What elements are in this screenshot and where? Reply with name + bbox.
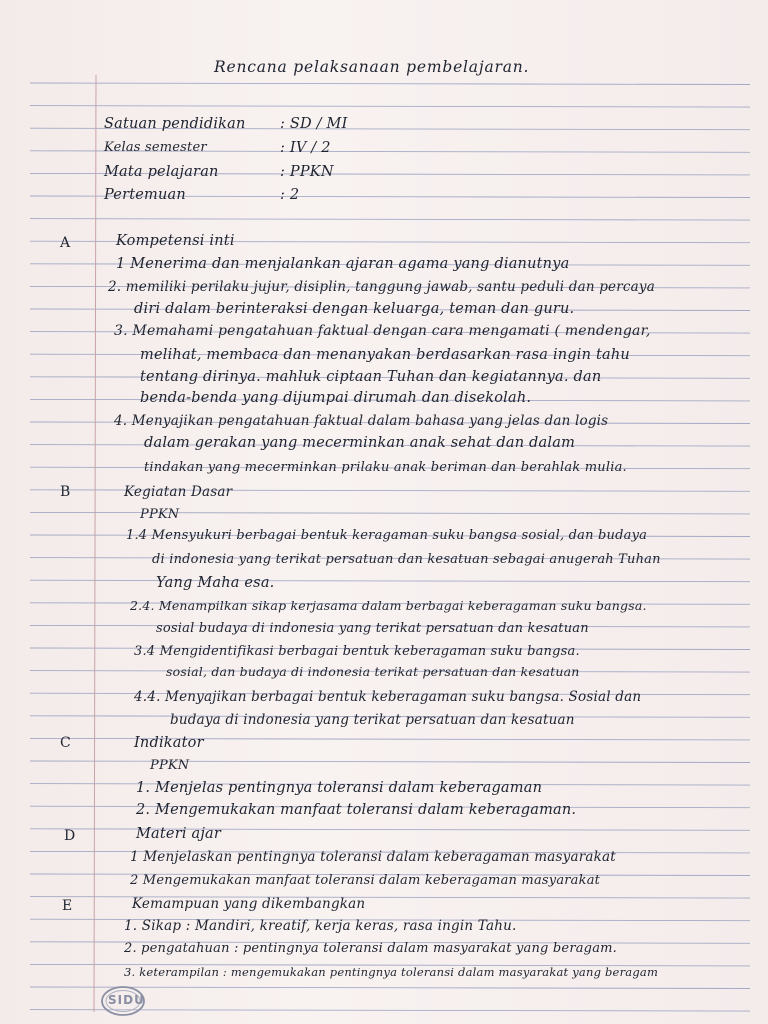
section-c-heading: Indikator bbox=[134, 735, 204, 751]
section-d-line: 2 Mengemukakan manfaat toleransi dalam keberagaman masyarakat bbox=[130, 873, 601, 888]
section-b-line: Yang Maha esa. bbox=[156, 575, 275, 591]
section-b-line: 4.4. Menyajikan berbagai bentuk keberagaman suku bangsa. Sosial dan bbox=[134, 689, 642, 705]
section-a-line: dalam gerakan yang mecerminkan anak sehat dan dalam bbox=[144, 435, 576, 451]
margin-line bbox=[94, 75, 96, 1012]
identity-label-subject: Mata pelajaran bbox=[104, 164, 219, 180]
sidu-logo-text: SIDU bbox=[108, 993, 145, 1007]
section-a-line: tentang dirinya. mahluk ciptaan Tuhan dan kegiatannya. dan bbox=[140, 369, 602, 385]
section-d-letter: D bbox=[64, 828, 76, 844]
identity-value-subject: : PPKN bbox=[280, 164, 334, 180]
section-b-heading: Kegiatan Dasar bbox=[124, 484, 233, 500]
section-e-letter: E bbox=[62, 898, 73, 914]
section-a-line: 4. Menyajikan pengatahuan faktual dalam bahasa yang jelas dan logis bbox=[114, 413, 609, 429]
identity-label-school: Satuan pendidikan bbox=[104, 116, 246, 132]
section-e-line: 3. keterampilan : mengemukakan pentingnya toleransi dalam masyarakat yang beragam bbox=[124, 965, 659, 979]
rule-line bbox=[30, 580, 750, 582]
section-b-line: 2.4. Menampilkan sikap kerjasama dalam berbagai keberagaman suku bangsa. bbox=[130, 598, 647, 613]
section-a-heading: Kompetensi inti bbox=[116, 233, 235, 249]
identity-value-meeting: : 2 bbox=[280, 187, 300, 203]
section-a-line: diri dalam berinteraksi dengan keluarga, teman dan guru. bbox=[134, 301, 575, 317]
section-a-line: tindakan yang mecerminkan prilaku anak beriman dan berahlak mulia. bbox=[144, 460, 627, 475]
rule-line bbox=[30, 512, 750, 514]
section-a-line: benda-benda yang dijumpai dirumah dan disekolah. bbox=[140, 390, 532, 406]
rule-line bbox=[30, 106, 750, 108]
section-c-letter: C bbox=[60, 735, 71, 751]
rule-line bbox=[30, 761, 750, 763]
section-a-line: melihat, membaca dan menanyakan berdasarkan rasa ingin tahu bbox=[140, 347, 630, 363]
section-e-line: 2. pengatahuan : pentingnya toleransi dalam masyarakat yang beragam. bbox=[124, 941, 618, 956]
section-b-line: budaya di indonesia yang terikat persatuan dan kesatuan bbox=[170, 712, 575, 728]
rule-line bbox=[30, 83, 750, 85]
section-e-line: 1. Sikap : Mandiri, kreatif, kerja keras, rasa ingin Tahu. bbox=[124, 918, 517, 934]
section-d-heading: Materi ajar bbox=[136, 826, 221, 842]
identity-value-school: : SD / MI bbox=[280, 116, 348, 132]
identity-label-meeting: Pertemuan bbox=[104, 187, 186, 203]
identity-value-class: : IV / 2 bbox=[280, 140, 331, 156]
section-b-line: sosial budaya di indonesia yang terikat persatuan dan kesatuan bbox=[156, 621, 589, 636]
section-a-line: 1 Menerima dan menjalankan ajaran agama yang dianutnya bbox=[116, 256, 570, 272]
section-b-line: 3.4 Mengidentifikasi berbagai bentuk keberagaman suku bangsa. bbox=[134, 644, 580, 659]
section-b-line: 1.4 Mensyukuri berbagai bentuk keragaman suku bangsa sosial, dan budaya bbox=[126, 528, 648, 543]
identity-label-class: Kelas semester bbox=[104, 140, 207, 155]
section-e-heading: Kemampuan yang dikembangkan bbox=[132, 896, 366, 912]
section-b-letter: B bbox=[60, 484, 71, 500]
section-c-subheading: PPKN bbox=[150, 758, 190, 773]
section-c-line: 2. Mengemukakan manfaat toleransi dalam keberagaman. bbox=[136, 802, 577, 818]
rule-line bbox=[30, 219, 750, 221]
section-a-line: 2. memiliki perilaku jujur, disiplin, tanggung jawab, santu peduli dan percaya bbox=[108, 279, 655, 295]
section-a-line: 3. Memahami pengatahuan faktual dengan cara mengamati ( mendengar, bbox=[114, 323, 651, 339]
section-b-line: di indonesia yang terikat persatuan dan kesatuan sebagai anugerah Tuhan bbox=[152, 552, 661, 567]
section-a-letter: A bbox=[60, 235, 71, 251]
section-d-line: 1 Menjelaskan pentingnya toleransi dalam keberagaman masyarakat bbox=[130, 849, 616, 865]
section-c-line: 1. Menjelas pentingnya toleransi dalam keberagaman bbox=[136, 780, 543, 796]
section-b-subheading: PPKN bbox=[140, 507, 180, 522]
section-b-line: sosial, dan budaya di indonesia terikat persatuan dan kesatuan bbox=[166, 664, 580, 679]
page-title: Rencana pelaksanaan pembelajaran. bbox=[214, 58, 530, 76]
